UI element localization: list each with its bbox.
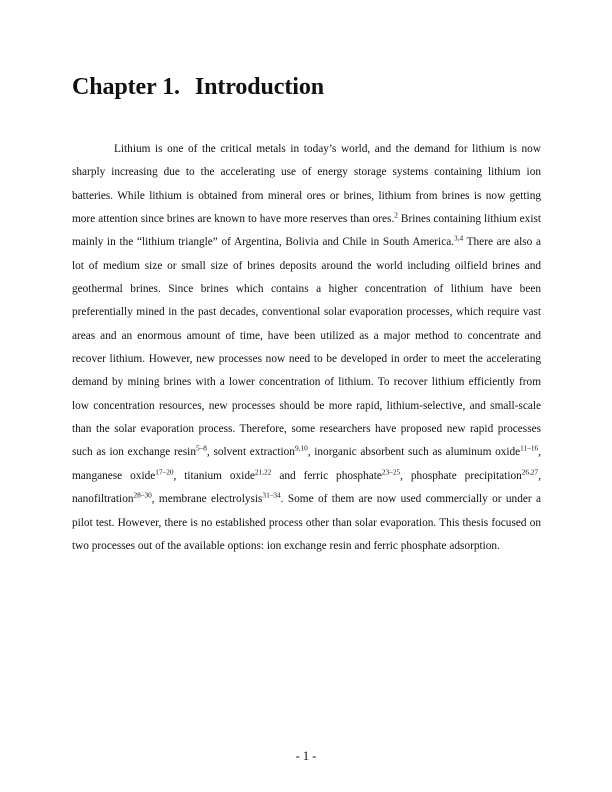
text-segment: , nanofiltration xyxy=(72,469,542,506)
citation: 2 xyxy=(394,210,398,220)
text-segment: Brines containing lithium exist mainly in the “lithium triangle” of Argentina, Bolivia and Chile in South America. xyxy=(72,213,542,249)
introduction-paragraph xyxy=(72,138,541,558)
citation: 11–16 xyxy=(520,443,539,453)
citation: 9,10 xyxy=(294,443,308,453)
text-segment: , phosphate precipitation xyxy=(400,469,522,482)
citation: 17–20 xyxy=(155,467,174,477)
text-segment: , solvent extraction xyxy=(206,446,295,459)
citation: 23–25 xyxy=(381,467,401,477)
citation: 3,4 xyxy=(454,233,464,243)
chapter-number: Chapter 1. xyxy=(72,74,180,100)
citation: 21,22 xyxy=(255,467,272,477)
chapter-title: Introduction xyxy=(194,74,324,100)
text-segment: There are also a lot of medium size or small size of brines deposits around the world including oilfield brines and geothermal brines. Since brines which contains a higher concentration of lithium have been preferentially mined in the past decades, conventional solar evaporation processes, which require vast areas and an enormous amount of time, have been utilized as a major method to concentrate and recover lithium. However, new processes now need to be developed in order to meet the accelerating demand by mining brines with a lower concentration of lithium. To recover lithium efficiently from low concentration resources, new processes should be more rapid, lithium-selective, and small-scale than the solar evaporation process. Therefore, some researchers have proposed new rapid processes such as ion exchange resin xyxy=(72,236,541,459)
citation: 26,27 xyxy=(521,467,539,477)
text-segment: , membrane electrolysis xyxy=(151,493,263,506)
text-segment: , titanium oxide xyxy=(173,469,255,482)
citation: 31–34 xyxy=(262,490,281,500)
text-segment: , inorganic absorbent such as aluminum oxide xyxy=(307,446,521,459)
text-segment: , manganese oxide xyxy=(72,446,541,482)
text-segment: and ferric phosphate xyxy=(271,469,382,482)
citation: 5–8 xyxy=(195,443,207,453)
text-segment: Lithium is one of the critical metals in today’s world, and the demand for lithium is now sharply increasing due to the accelerating use of energy storage systems containing lithium ion batteries. While lithium is obtained from mineral ores or brines, lithium from brines is now getting more attention since brines are known to have more reserves than ores. xyxy=(72,143,541,226)
chapter-heading xyxy=(72,74,324,101)
page-number: - 1 - xyxy=(295,749,317,763)
citation: 28–30 xyxy=(133,490,152,500)
text-segment: . Some of them are now used commercially or under a pilot test. However, there is no established process other than solar evaporation. This thesis focused on two processes out of the available options: ion exchange resin and ferric phosphate adsorption. xyxy=(72,493,541,552)
